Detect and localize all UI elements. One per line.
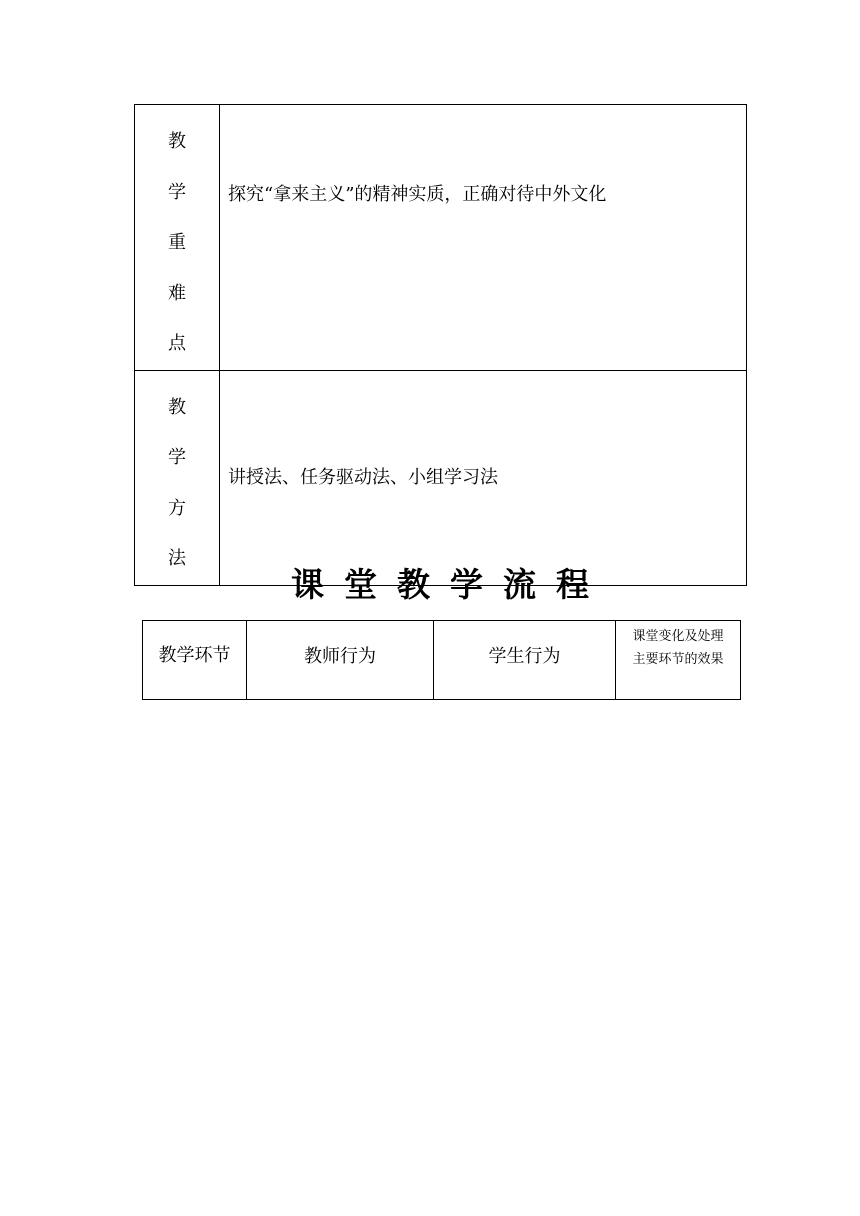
label-char: 难 (168, 282, 186, 304)
label-char: 教 (168, 396, 186, 418)
teaching-method-content: 讲授法、任务驱动法、小组学习法 (220, 370, 747, 585)
label-char: 教 (168, 131, 186, 152)
label-char: 重 (168, 232, 186, 253)
key-difficulty-row (135, 105, 747, 371)
header-stage: 教学环节 (143, 621, 247, 700)
header-note-line: 主要环节的效果 (632, 652, 724, 667)
class-flow-table (142, 620, 741, 700)
label-char: 法 (168, 548, 186, 569)
teaching-method-label (135, 370, 220, 585)
flow-header-row (143, 621, 741, 700)
header-teacher-behavior: 教师行为 (247, 621, 434, 700)
label-char: 学 (168, 447, 186, 468)
lesson-info-table (134, 104, 747, 586)
key-difficulty-content: 探究“拿来主义”的精神实质，正确对待中外文化 (220, 105, 747, 371)
label-char: 点 (168, 333, 186, 354)
key-difficulty-label (135, 105, 220, 371)
section-title: 课堂教学流程 (291, 565, 609, 604)
label-char: 学 (168, 181, 186, 203)
label-char: 方 (168, 497, 186, 519)
header-notes (616, 621, 741, 700)
teaching-method-row (135, 370, 747, 585)
header-note-line: 课堂变化及处理 (632, 629, 724, 644)
header-student-behavior: 学生行为 (434, 621, 616, 700)
